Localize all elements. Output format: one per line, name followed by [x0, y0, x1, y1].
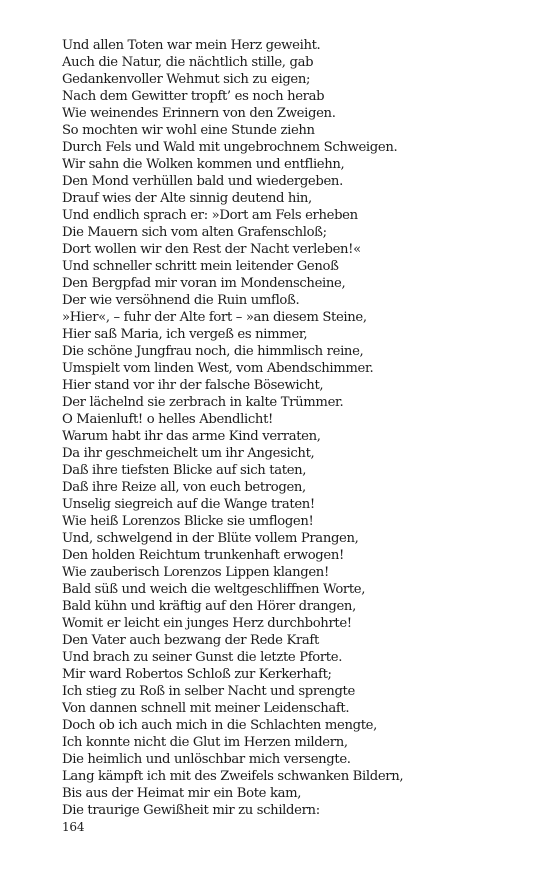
poem-line: Drauf wies der Alte sinnig deutend hin, — [62, 191, 312, 206]
poem-line: Da ihr geschmeichelt um ihr Angesicht, — [62, 446, 315, 461]
poem-line: Dort wollen wir den Rest der Nacht verleben!« — [62, 242, 361, 257]
poem-line: Der lächelnd sie zerbrach in kalte Trümmer. — [62, 395, 344, 410]
poem-line: Hier stand vor ihr der falsche Bösewicht, — [62, 378, 324, 393]
poem-line: O Maienluft! o helles Abendlicht! — [62, 412, 273, 427]
poem-text — [62, 37, 522, 819]
poem-line: Ich konnte nicht die Glut im Herzen mildern, — [62, 735, 348, 750]
poem-line: Die Mauern sich vom alten Grafenschloß; — [62, 225, 327, 240]
poem-line: Wie weinendes Erinnern von den Zweigen. — [62, 106, 336, 121]
poem-line: Mir ward Robertos Schloß zur Kerkerhaft; — [62, 667, 332, 682]
poem-line: Den Mond verhüllen bald und wiedergeben. — [62, 174, 343, 189]
poem-line: Lang kämpft ich mit des Zweifels schwanken Bildern, — [62, 769, 404, 784]
poem-line: Durch Fels und Wald mit ungebrochnem Schweigen. — [62, 140, 398, 155]
poem-line: Der wie versöhnend die Ruin umfloß. — [62, 293, 300, 308]
poem-line: Auch die Natur, die nächtlich stille, gab — [62, 55, 314, 70]
poem-line: Ich stieg zu Roß in selber Nacht und sprengte — [62, 684, 355, 699]
poem-line: Und schneller schritt mein leitender Genoß — [62, 259, 339, 274]
poem-line: Bald kühn und kräftig auf den Hörer drangen, — [62, 599, 356, 614]
page-number: 164 — [62, 820, 85, 834]
poem-line: Unselig siegreich auf die Wange traten! — [62, 497, 315, 512]
poem-line: Bis aus der Heimat mir ein Bote kam, — [62, 786, 302, 801]
poem-line: Wie zauberisch Lorenzos Lippen klangen! — [62, 565, 329, 580]
poem-line: Den Bergpfad mir voran im Mondenscheine, — [62, 276, 346, 291]
poem-line: Bald süß und weich die weltgeschliffnen Worte, — [62, 582, 366, 597]
poem-line: Von dannen schnell mit meiner Leidenschaft. — [62, 701, 350, 716]
poem-line: Die traurige Gewißheit mir zu schildern: — [62, 803, 320, 818]
poem-line: Hier saß Maria, ich vergeß es nimmer, — [62, 327, 308, 342]
poem-line: Die schöne Jungfrau noch, die himmlisch reine, — [62, 344, 364, 359]
poem-line: Wir sahn die Wolken kommen und entfliehn, — [62, 157, 345, 172]
poem-line: Und, schwelgend in der Blüte vollem Prangen, — [62, 531, 359, 546]
poem-line: Doch ob ich auch mich in die Schlachten mengte, — [62, 718, 377, 733]
poem-line: Womit er leicht ein junges Herz durchbohrte! — [62, 616, 352, 631]
poem-line: Daß ihre Reize all, von euch betrogen, — [62, 480, 306, 495]
poem-line: Und brach zu seiner Gunst die letzte Pforte. — [62, 650, 343, 665]
poem-line: Wie heiß Lorenzos Blicke sie umflogen! — [62, 514, 314, 529]
poem-line: Umspielt vom linden West, vom Abendschimmer. — [62, 361, 374, 376]
poem-line: Und endlich sprach er: »Dort am Fels erheben — [62, 208, 358, 223]
poem-line: Den Vater auch bezwang der Rede Kraft — [62, 633, 319, 648]
poem-line: Gedankenvoller Wehmut sich zu eigen; — [62, 72, 311, 87]
poem-line: Warum habt ihr das arme Kind verraten, — [62, 429, 321, 444]
poem-line: Nach dem Gewitter tropft’ es noch herab — [62, 89, 325, 104]
poem-line: Daß ihre tiefsten Blicke auf sich taten, — [62, 463, 307, 478]
poem-line: Die heimlich und unlöschbar mich versengte. — [62, 752, 351, 767]
poem-line: »Hier«, – fuhr der Alte fort – »an diesem Steine, — [62, 310, 367, 325]
poem-line: So mochten wir wohl eine Stunde ziehn — [62, 123, 315, 138]
poem-line: Und allen Toten war mein Herz geweiht. — [62, 38, 321, 53]
poem-line: Den holden Reichtum trunkenhaft erwogen! — [62, 548, 344, 563]
